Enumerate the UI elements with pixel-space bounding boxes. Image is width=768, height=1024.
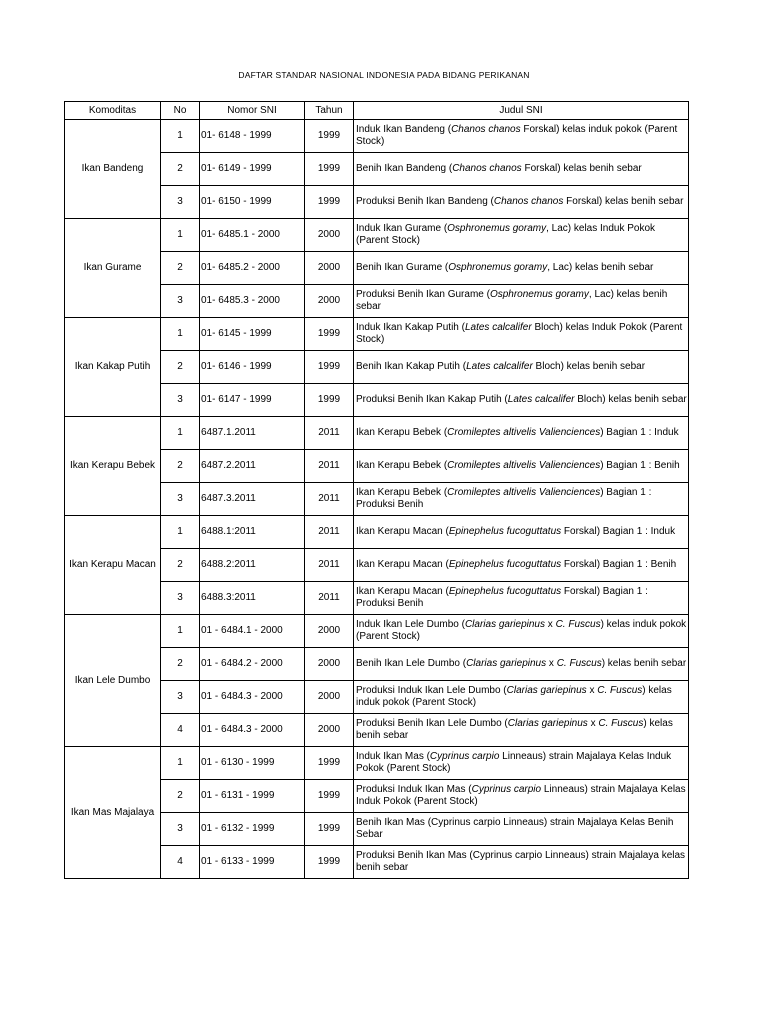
no-cell: 2 — [161, 450, 200, 483]
judul-latin-name: Osphronemus goramy — [489, 289, 589, 300]
judul-latin-name: Cromileptes altivelis Valiencienceѕ — [447, 487, 601, 498]
table-row — [65, 318, 689, 351]
no-cell: 3 — [161, 813, 200, 846]
table-row — [65, 417, 689, 450]
nomor-sni-cell: 01- 6147 - 1999 — [200, 384, 305, 417]
table-row — [65, 120, 689, 153]
judul-sni-cell — [354, 516, 689, 549]
judul-latin-name: Clarias gariepinus — [506, 685, 587, 696]
judul-text: Benih Ikan Lele Dumbo ( — [356, 658, 467, 669]
judul-latin-name: Chanos chanos — [452, 163, 522, 174]
tahun-cell: 1999 — [305, 318, 354, 351]
judul-text: Induk Ikan Gurame ( — [356, 223, 448, 234]
no-cell: 1 — [161, 747, 200, 780]
header-tahun: Tahun — [305, 102, 354, 120]
judul-text: Induk Ikan Kakap Putih ( — [356, 322, 465, 333]
judul-sni-cell — [354, 417, 689, 450]
judul-text: Produksi Benih Ikan Bandeng ( — [356, 196, 494, 207]
nomor-sni-cell: 01- 6145 - 1999 — [200, 318, 305, 351]
judul-sni-cell — [354, 351, 689, 384]
page-title: DAFTAR STANDAR NASIONAL INDONESIA PADA BIDANG PERIKANAN — [238, 70, 530, 80]
nomor-sni-cell: 01 - 6484.3 - 2000 — [200, 714, 305, 747]
no-cell: 1 — [161, 417, 200, 450]
judul-latin-name: Cromileptes altivelis Valiencienceѕ — [447, 460, 601, 471]
judul-sni-cell — [354, 615, 689, 648]
judul-latin-name: C. Fuscus — [597, 685, 643, 696]
tahun-cell: 2000 — [305, 285, 354, 318]
judul-sni-cell — [354, 681, 689, 714]
tahun-cell: 2000 — [305, 252, 354, 285]
judul-text: Ikan Kerapu Bebek ( — [356, 460, 448, 471]
judul-sni-cell — [354, 219, 689, 252]
judul-text: x — [586, 685, 598, 696]
judul-latin-name: Lates calcalifer — [464, 322, 532, 333]
nomor-sni-cell: 01 - 6484.3 - 2000 — [200, 681, 305, 714]
judul-text: Ikan Kerapu Bebek ( — [356, 427, 448, 438]
header-no: No — [161, 102, 200, 120]
judul-sni-cell — [354, 582, 689, 615]
judul-text: Bloch) kelas benih sebar — [532, 361, 646, 372]
judul-text: Produksi Benih Ikan Kakap Putih ( — [356, 394, 508, 405]
no-cell: 3 — [161, 582, 200, 615]
nomor-sni-cell: 01- 6485.3 - 2000 — [200, 285, 305, 318]
komoditas-cell: Ikan Kerapu Bebek — [65, 417, 161, 516]
judul-latin-name: Lates calcalifer — [466, 361, 533, 372]
nomor-sni-cell: 6488.1:2011 — [200, 516, 305, 549]
judul-text: , Lac) kelas Induk Pokok (Parent Stock) — [356, 223, 656, 246]
nomor-sni-cell: 01- 6146 - 1999 — [200, 351, 305, 384]
table-row — [65, 615, 689, 648]
komoditas-cell: Ikan Kakap Putih — [65, 318, 161, 417]
judul-latin-name: Clarias gariepinus — [507, 718, 588, 729]
tahun-cell: 2011 — [305, 549, 354, 582]
judul-text: Forskal) kelas benih sebar — [563, 196, 684, 207]
komoditas-cell: Ikan Kerapu Macan — [65, 516, 161, 615]
judul-text: Produksi Induk Ikan Mas ( — [356, 784, 472, 795]
judul-text: Forskal) kelas benih sebar — [521, 163, 642, 174]
tahun-cell: 1999 — [305, 846, 354, 879]
tahun-cell: 1999 — [305, 384, 354, 417]
judul-text: ) kelas benih sebar — [601, 658, 687, 669]
nomor-sni-cell: 01- 6485.2 - 2000 — [200, 252, 305, 285]
judul-latin-name: Epinephelus fucoguttatus — [448, 526, 562, 537]
no-cell: 2 — [161, 780, 200, 813]
nomor-sni-cell: 01 - 6131 - 1999 — [200, 780, 305, 813]
judul-text: Bloch) kelas benih sebar — [574, 394, 687, 405]
judul-latin-name: Chanos chanos — [451, 124, 521, 135]
judul-latin-name: C. Fuscus — [556, 658, 602, 669]
judul-sni-cell — [354, 384, 689, 417]
judul-latin-name: Cromileptes altivelis Valiencienceѕ — [447, 427, 601, 438]
judul-text: ) Bagian 1 : Benih — [600, 460, 680, 471]
table-body — [65, 120, 689, 879]
judul-latin-name: Clarias gariepinus — [464, 619, 545, 630]
judul-text: Linneaus) strain Majalaya Kelas Induk Pokok (Parent Stock) — [356, 784, 686, 807]
tahun-cell: 2011 — [305, 516, 354, 549]
tahun-cell: 1999 — [305, 153, 354, 186]
komoditas-cell: Ikan Gurame — [65, 219, 161, 318]
judul-sni-cell — [354, 846, 689, 879]
nomor-sni-cell: 01 - 6133 - 1999 — [200, 846, 305, 879]
tahun-cell: 2000 — [305, 615, 354, 648]
judul-sni-cell — [354, 648, 689, 681]
judul-text: Produksi Induk Ikan Lele Dumbo ( — [356, 685, 507, 696]
nomor-sni-cell: 01- 6149 - 1999 — [200, 153, 305, 186]
tahun-cell: 2000 — [305, 648, 354, 681]
nomor-sni-cell: 6488.3:2011 — [200, 582, 305, 615]
judul-latin-name: Chanos chanos — [493, 196, 564, 207]
judul-text: , Lac) kelas benih sebar — [356, 289, 668, 312]
judul-sni-cell — [354, 318, 689, 351]
judul-latin-name: Osphronemus goramy — [448, 262, 548, 273]
tahun-cell: 1999 — [305, 813, 354, 846]
tahun-cell: 2000 — [305, 681, 354, 714]
judul-sni-cell — [354, 483, 689, 516]
tahun-cell: 2011 — [305, 450, 354, 483]
no-cell: 1 — [161, 615, 200, 648]
tahun-cell: 1999 — [305, 351, 354, 384]
tahun-cell: 1999 — [305, 186, 354, 219]
nomor-sni-cell: 01 - 6132 - 1999 — [200, 813, 305, 846]
judul-text: ) kelas induk pokok (Parent Stock) — [356, 685, 672, 708]
no-cell: 2 — [161, 351, 200, 384]
no-cell: 1 — [161, 219, 200, 252]
judul-sni-cell — [354, 120, 689, 153]
no-cell: 4 — [161, 846, 200, 879]
judul-text: Forskal) kelas induk pokok (Parent Stock) — [356, 124, 678, 147]
judul-text: x — [587, 718, 599, 729]
nomor-sni-cell: 6487.3.2011 — [200, 483, 305, 516]
judul-sni-cell — [354, 714, 689, 747]
sni-table — [64, 101, 689, 879]
header-nomor-sni: Nomor SNI — [200, 102, 305, 120]
nomor-sni-cell: 6487.2.2011 — [200, 450, 305, 483]
komoditas-cell: Ikan Bandeng — [65, 120, 161, 219]
judul-text: , Lac) kelas benih sebar — [547, 262, 654, 273]
nomor-sni-cell: 01- 6485.1 - 2000 — [200, 219, 305, 252]
nomor-sni-cell: 01 - 6484.1 - 2000 — [200, 615, 305, 648]
nomor-sni-cell: 6488.2:2011 — [200, 549, 305, 582]
judul-latin-name: Clarias gariepinus — [466, 658, 547, 669]
judul-text: Produksi Benih Ikan Mas (Cyprinus carpio Linneaus) strain Majalaya kelas benih sebar — [356, 850, 686, 873]
no-cell: 3 — [161, 681, 200, 714]
no-cell: 2 — [161, 252, 200, 285]
judul-text: Produksi Benih Ikan Gurame ( — [356, 289, 490, 300]
judul-sni-cell — [354, 186, 689, 219]
judul-text: ) Bagian 1 : Produksi Benih — [356, 487, 652, 510]
tahun-cell: 2011 — [305, 417, 354, 450]
tahun-cell: 2011 — [305, 483, 354, 516]
judul-latin-name: Epinephelus fucoguttatus — [448, 559, 562, 570]
judul-sni-cell — [354, 285, 689, 318]
judul-sni-cell — [354, 153, 689, 186]
judul-text: x — [545, 619, 556, 630]
judul-latin-name: Cyprinus carpio — [429, 751, 500, 762]
judul-text: Benih Ikan Kakap Putih ( — [356, 361, 467, 372]
judul-sni-cell — [354, 747, 689, 780]
judul-sni-cell — [354, 450, 689, 483]
nomor-sni-cell: 01 - 6130 - 1999 — [200, 747, 305, 780]
judul-text: Induk Ikan Bandeng ( — [356, 124, 452, 135]
tahun-cell: 2011 — [305, 582, 354, 615]
judul-text: ) Bagian 1 : Induk — [600, 427, 679, 438]
judul-text: Induk Ikan Lele Dumbo ( — [356, 619, 465, 630]
header-komoditas: Komoditas — [65, 102, 161, 120]
nomor-sni-cell: 01- 6150 - 1999 — [200, 186, 305, 219]
judul-latin-name: C. Fuscus — [555, 619, 601, 630]
no-cell: 3 — [161, 483, 200, 516]
judul-text: Benih Ikan Bandeng ( — [356, 163, 453, 174]
judul-text: Induk Ikan Mas ( — [356, 751, 430, 762]
tahun-cell: 2000 — [305, 219, 354, 252]
judul-text: Benih Ikan Gurame ( — [356, 262, 449, 273]
no-cell: 2 — [161, 153, 200, 186]
judul-text: x — [546, 658, 557, 669]
table-row — [65, 516, 689, 549]
no-cell: 4 — [161, 714, 200, 747]
judul-latin-name: Osphronemus goramy — [447, 223, 547, 234]
no-cell: 3 — [161, 384, 200, 417]
tahun-cell: 1999 — [305, 780, 354, 813]
komoditas-cell: Ikan Lele Dumbo — [65, 615, 161, 747]
judul-text: Benih Ikan Mas (Cyprinus carpio Linneaus) strain Majalaya Kelas Benih Sebar — [356, 817, 674, 840]
no-cell: 3 — [161, 285, 200, 318]
table-row — [65, 747, 689, 780]
judul-text: Ikan Kerapu Macan ( — [356, 586, 449, 597]
nomor-sni-cell: 01- 6148 - 1999 — [200, 120, 305, 153]
tahun-cell: 1999 — [305, 747, 354, 780]
nomor-sni-cell: 6487.1.2011 — [200, 417, 305, 450]
judul-text: Bloch) kelas Induk Pokok (Parent Stock) — [356, 322, 683, 345]
nomor-sni-cell: 01 - 6484.2 - 2000 — [200, 648, 305, 681]
tahun-cell: 2000 — [305, 714, 354, 747]
no-cell: 2 — [161, 549, 200, 582]
judul-text: Ikan Kerapu Macan ( — [356, 559, 449, 570]
table-row — [65, 219, 689, 252]
judul-text: Linneaus) strain Majalaya Kelas Induk Pokok (Parent Stock) — [356, 751, 672, 774]
no-cell: 1 — [161, 318, 200, 351]
no-cell: 1 — [161, 516, 200, 549]
judul-text: Forskal) Bagian 1 : Produksi Benih — [356, 586, 648, 609]
table-header-row — [65, 102, 689, 120]
komoditas-cell: Ikan Mas Majalaya — [65, 747, 161, 879]
judul-text: Ikan Kerapu Bebek ( — [356, 487, 448, 498]
judul-sni-cell — [354, 549, 689, 582]
judul-text: Ikan Kerapu Macan ( — [356, 526, 449, 537]
judul-sni-cell — [354, 252, 689, 285]
judul-sni-cell — [354, 780, 689, 813]
judul-latin-name: C. Fuscus — [598, 718, 644, 729]
judul-latin-name: Cyprinus carpio — [471, 784, 542, 795]
no-cell: 1 — [161, 120, 200, 153]
header-judul-sni: Judul SNI — [354, 102, 689, 120]
judul-text: ) kelas benih sebar — [356, 718, 673, 741]
judul-latin-name: Epinephelus fucoguttatus — [448, 586, 562, 597]
no-cell: 2 — [161, 648, 200, 681]
judul-text: Produksi Benih Ikan Lele Dumbo ( — [356, 718, 508, 729]
judul-text: Forskal) Bagian 1 : Induk — [561, 526, 676, 537]
tahun-cell: 1999 — [305, 120, 354, 153]
judul-latin-name: Lates calcalifer — [507, 394, 575, 405]
judul-sni-cell — [354, 813, 689, 846]
judul-text: Forskal) Bagian 1 : Benih — [561, 559, 677, 570]
no-cell: 3 — [161, 186, 200, 219]
judul-text: ) kelas induk pokok (Parent Stock) — [356, 619, 687, 642]
